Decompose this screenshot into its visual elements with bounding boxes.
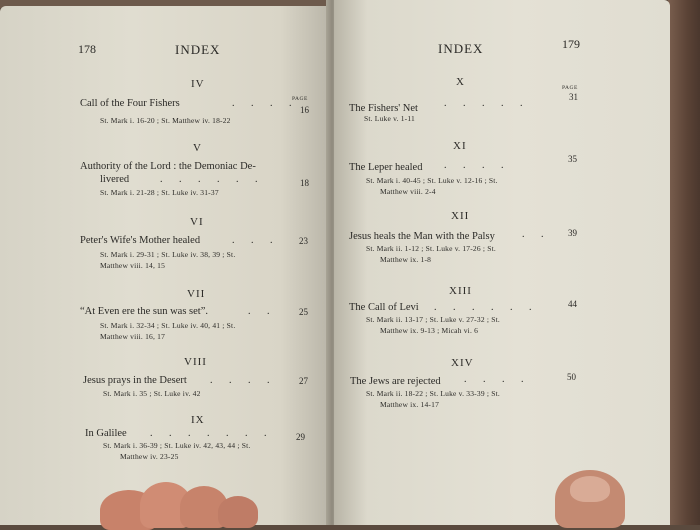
section-numeral: V <box>193 142 202 154</box>
entry-page-number: 44 <box>568 299 577 309</box>
scripture-reference: Matthew ix. 14-17 <box>380 400 440 409</box>
section-numeral: X <box>456 76 465 88</box>
leader-dots: . . <box>522 229 551 240</box>
scripture-reference: St. Mark i. 32-34 ; St. Luke iv. 40, 41 ; St. <box>100 321 236 330</box>
scripture-reference: Matthew ix. 9-13 ; Micah vi. 6 <box>380 326 479 335</box>
entry-page-number: 23 <box>299 236 308 246</box>
scripture-reference: St. Mark ii. 1-12 ; St. Luke v. 17-26 ; St. <box>366 244 496 253</box>
book-cover-edge <box>668 0 700 525</box>
page-number-right: 179 <box>562 37 580 51</box>
leader-dots: . . . . . . <box>434 302 539 313</box>
entry-page-number: 39 <box>568 228 577 238</box>
scripture-reference: Matthew viii. 14, 15 <box>100 261 166 270</box>
page-column-label: PAGE <box>292 96 308 102</box>
leader-dots: . . . . . . <box>160 174 265 185</box>
scripture-reference: Matthew ix. 1-8 <box>380 255 432 264</box>
scripture-reference: St. Mark ii. 13-17 ; St. Luke v. 27-32 ; St. <box>366 315 500 324</box>
scripture-reference: St. Mark i. 36-39 ; St. Luke iv. 42, 43, 44 ; St. <box>103 441 251 450</box>
entry-title: Peter's Wife's Mother healed <box>80 235 201 246</box>
scripture-reference: St. Mark ii. 18-22 ; St. Luke v. 33-39 ; St. <box>366 389 500 398</box>
leader-dots: . . <box>248 306 277 317</box>
leader-dots: . . . . <box>232 98 299 109</box>
entry-page-number: 16 <box>300 105 309 115</box>
left-page <box>0 6 330 525</box>
page-header-left: INDEX <box>175 42 221 57</box>
section-numeral: IX <box>191 414 205 426</box>
entry-page-number: 50 <box>567 372 576 382</box>
entry-title: Jesus heals the Man with the Palsy <box>349 231 495 242</box>
section-numeral: IV <box>191 78 205 90</box>
section-numeral: XII <box>451 210 470 222</box>
entry-title: The Leper healed <box>349 162 423 173</box>
section-numeral: VIII <box>184 356 207 368</box>
entry-title: The Jews are rejected <box>350 376 441 387</box>
page-header-right: INDEX <box>438 41 484 56</box>
section-numeral: VI <box>190 216 204 228</box>
scripture-reference: Matthew iv. 23-25 <box>120 452 179 461</box>
scripture-reference: Matthew viii. 16, 17 <box>100 332 166 341</box>
entry-title: The Fishers' Net <box>349 103 418 114</box>
leader-dots: . . . . . . . <box>150 428 274 439</box>
section-numeral: VII <box>187 288 206 300</box>
section-numeral: XIII <box>449 285 472 297</box>
entry-title-continued: livered <box>100 174 130 185</box>
section-numeral: XI <box>453 140 467 152</box>
finger-left <box>218 496 258 528</box>
scripture-reference: St. Mark i. 35 ; St. Luke iv. 42 <box>103 389 201 398</box>
page-column-label: PAGE <box>562 85 578 91</box>
section-numeral: XIV <box>451 357 474 369</box>
entry-title: Call of the Four Fishers <box>80 98 180 109</box>
entry-page-number: 31 <box>569 92 578 102</box>
page-number-left: 178 <box>78 42 96 56</box>
entry-title: Authority of the Lord : the Demoniac De- <box>80 161 256 172</box>
scripture-reference: St. Mark i. 40-45 ; St. Luke v. 12-16 ; St. <box>366 176 498 185</box>
leader-dots: . . . . <box>210 375 277 386</box>
leader-dots: . . . <box>232 235 280 246</box>
entry-title: “At Even ere the sun was set”. <box>80 306 208 317</box>
scripture-reference: Matthew viii. 2-4 <box>380 187 436 196</box>
leader-dots: . . . . <box>464 374 531 385</box>
entry-title: In Galilee <box>85 428 127 439</box>
scripture-reference: St. Mark i. 16-20 ; St. Matthew iv. 18-22 <box>100 116 231 125</box>
thumbnail <box>570 476 610 502</box>
leader-dots: . . . . . <box>444 98 530 109</box>
entry-page-number: 25 <box>299 307 308 317</box>
entry-page-number: 29 <box>296 432 305 442</box>
scripture-reference: St. Mark i. 29-31 ; St. Luke iv. 38, 39 ; St. <box>100 250 236 259</box>
right-page <box>334 0 670 525</box>
entry-page-number: 35 <box>568 154 577 164</box>
entry-title: Jesus prays in the Desert <box>83 375 187 386</box>
entry-page-number: 18 <box>300 178 309 188</box>
scripture-reference: St. Luke v. 1-11 <box>364 114 415 123</box>
leader-dots: . . . . <box>444 160 511 171</box>
entry-page-number: 27 <box>299 376 308 386</box>
scripture-reference: St. Mark i. 21-28 ; St. Luke iv. 31-37 <box>100 188 219 197</box>
entry-title: The Call of Levi <box>349 302 419 313</box>
